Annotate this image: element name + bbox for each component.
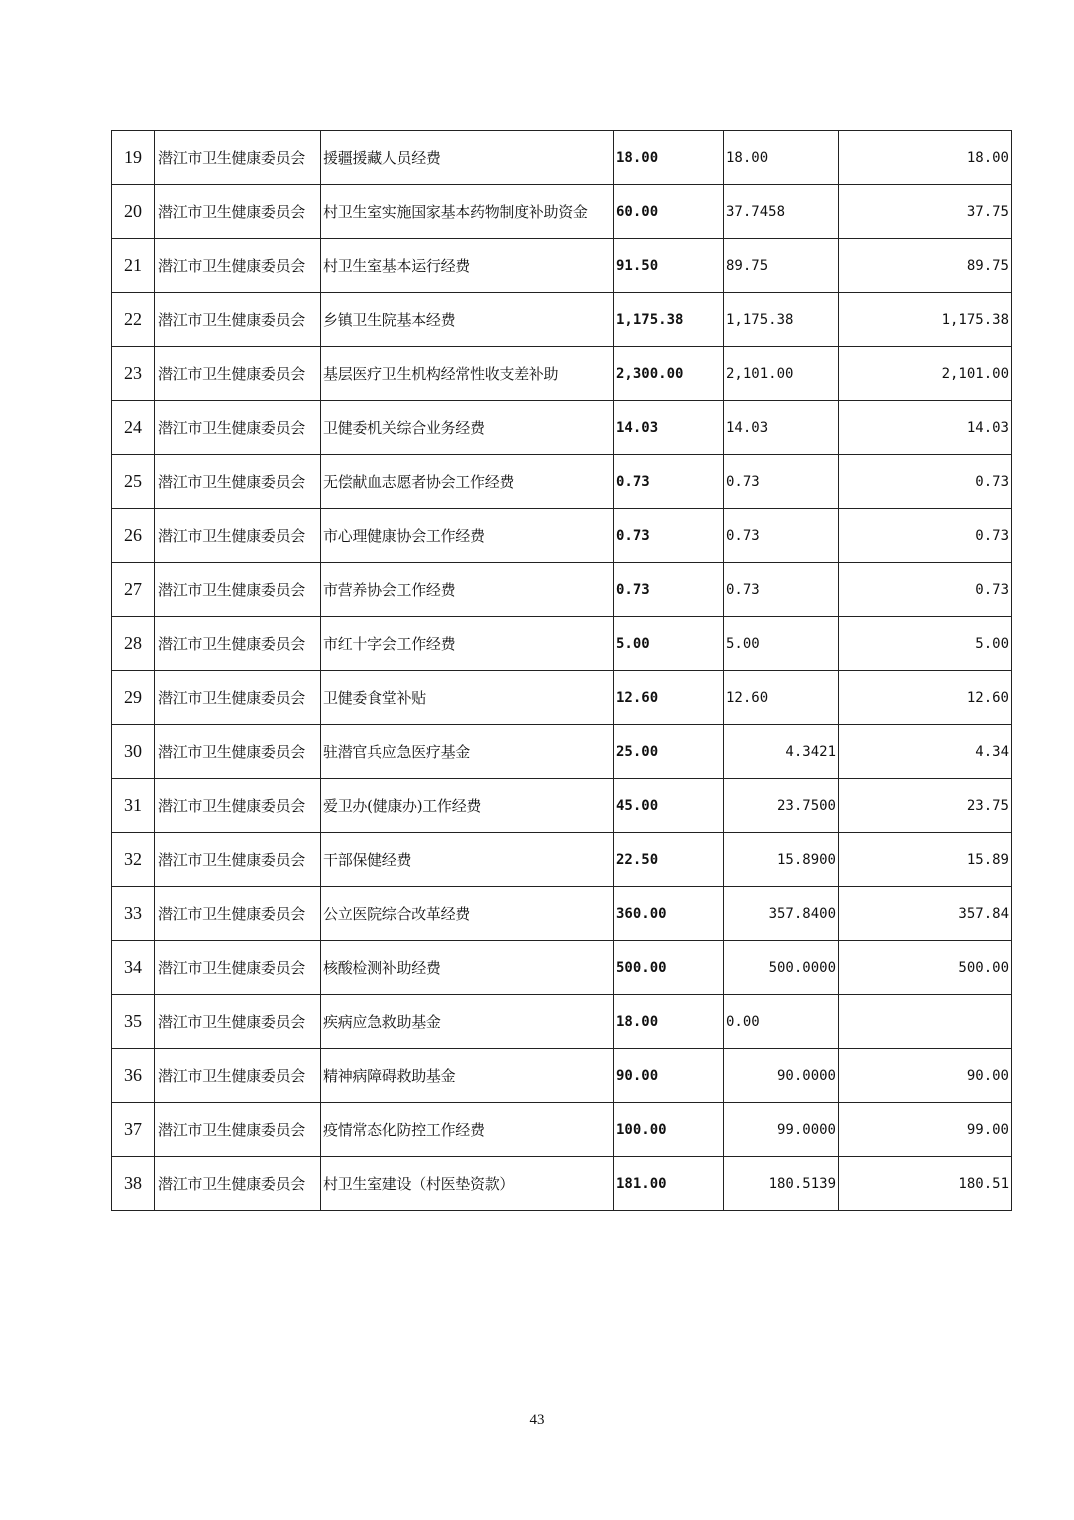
project-name-cell: 卫健委食堂补贴 (321, 671, 614, 725)
final-amount-cell: 89.75 (839, 239, 1012, 293)
budget-amount-cell: 90.00 (614, 1049, 724, 1103)
row-number: 22 (112, 293, 155, 347)
project-name-cell: 村卫生室建设（村医垫资款） (321, 1157, 614, 1211)
budget-amount-cell: 1,175.38 (614, 293, 724, 347)
project-name-cell: 疾病应急救助基金 (321, 995, 614, 1049)
executed-amount-cell: 37.7458 (724, 185, 839, 239)
budget-amount-cell: 500.00 (614, 941, 724, 995)
executed-amount-cell: 14.03 (724, 401, 839, 455)
project-name-cell: 疫情常态化防控工作经费 (321, 1103, 614, 1157)
budget-amount-cell: 18.00 (614, 131, 724, 185)
final-amount-cell: 4.34 (839, 725, 1012, 779)
table-row (112, 887, 1012, 941)
executed-amount-cell: 0.73 (724, 563, 839, 617)
budget-amount-cell: 14.03 (614, 401, 724, 455)
final-amount-cell: 5.00 (839, 617, 1012, 671)
executed-amount-cell: 1,175.38 (724, 293, 839, 347)
unit-name-cell: 潜江市卫生健康委员会 (155, 455, 321, 509)
table-row (112, 1049, 1012, 1103)
unit-name-cell: 潜江市卫生健康委员会 (155, 617, 321, 671)
project-name-cell: 卫健委机关综合业务经费 (321, 401, 614, 455)
row-number: 20 (112, 185, 155, 239)
table-row (112, 131, 1012, 185)
executed-amount-cell: 15.8900 (724, 833, 839, 887)
project-name-cell: 市红十字会工作经费 (321, 617, 614, 671)
row-number: 35 (112, 995, 155, 1049)
table-row (112, 509, 1012, 563)
row-number: 38 (112, 1157, 155, 1211)
budget-amount-cell: 25.00 (614, 725, 724, 779)
row-number: 33 (112, 887, 155, 941)
final-amount-cell: 37.75 (839, 185, 1012, 239)
row-number: 23 (112, 347, 155, 401)
executed-amount-cell: 89.75 (724, 239, 839, 293)
budget-amount-cell: 360.00 (614, 887, 724, 941)
executed-amount-cell: 23.7500 (724, 779, 839, 833)
row-number: 30 (112, 725, 155, 779)
table-row (112, 941, 1012, 995)
budget-amount-cell: 22.50 (614, 833, 724, 887)
table-row (112, 1157, 1012, 1211)
final-amount-cell: 15.89 (839, 833, 1012, 887)
table-row (112, 1103, 1012, 1157)
table-row (112, 401, 1012, 455)
row-number: 31 (112, 779, 155, 833)
final-amount-cell: 14.03 (839, 401, 1012, 455)
unit-name-cell: 潜江市卫生健康委员会 (155, 185, 321, 239)
unit-name-cell: 潜江市卫生健康委员会 (155, 1049, 321, 1103)
table-row (112, 671, 1012, 725)
project-name-cell: 精神病障碍救助基金 (321, 1049, 614, 1103)
executed-amount-cell: 2,101.00 (724, 347, 839, 401)
project-name-cell: 乡镇卫生院基本经费 (321, 293, 614, 347)
executed-amount-cell: 5.00 (724, 617, 839, 671)
budget-amount-cell: 0.73 (614, 563, 724, 617)
project-name-cell: 村卫生室基本运行经费 (321, 239, 614, 293)
final-amount-cell: 1,175.38 (839, 293, 1012, 347)
budget-amount-cell: 181.00 (614, 1157, 724, 1211)
unit-name-cell: 潜江市卫生健康委员会 (155, 347, 321, 401)
executed-amount-cell: 90.0000 (724, 1049, 839, 1103)
unit-name-cell: 潜江市卫生健康委员会 (155, 1103, 321, 1157)
page-number: 43 (529, 1412, 545, 1428)
funding-table (111, 130, 1012, 1211)
project-name-cell: 驻潜官兵应急医疗基金 (321, 725, 614, 779)
table-row (112, 725, 1012, 779)
budget-amount-cell: 0.73 (614, 509, 724, 563)
final-amount-cell: 0.73 (839, 509, 1012, 563)
final-amount-cell: 500.00 (839, 941, 1012, 995)
table-row (112, 185, 1012, 239)
unit-name-cell: 潜江市卫生健康委员会 (155, 671, 321, 725)
row-number: 32 (112, 833, 155, 887)
executed-amount-cell: 18.00 (724, 131, 839, 185)
funding-table-body (112, 131, 1012, 1211)
unit-name-cell: 潜江市卫生健康委员会 (155, 941, 321, 995)
final-amount-cell: 0.73 (839, 563, 1012, 617)
project-name-cell: 市心理健康协会工作经费 (321, 509, 614, 563)
row-number: 25 (112, 455, 155, 509)
row-number: 29 (112, 671, 155, 725)
final-amount-cell: 12.60 (839, 671, 1012, 725)
final-amount-cell: 0.73 (839, 455, 1012, 509)
unit-name-cell: 潜江市卫生健康委员会 (155, 239, 321, 293)
unit-name-cell: 潜江市卫生健康委员会 (155, 509, 321, 563)
executed-amount-cell: 0.73 (724, 455, 839, 509)
executed-amount-cell: 12.60 (724, 671, 839, 725)
row-number: 28 (112, 617, 155, 671)
final-amount-cell: 99.00 (839, 1103, 1012, 1157)
table-row (112, 347, 1012, 401)
unit-name-cell: 潜江市卫生健康委员会 (155, 779, 321, 833)
row-number: 21 (112, 239, 155, 293)
final-amount-cell: 180.51 (839, 1157, 1012, 1211)
executed-amount-cell: 0.00 (724, 995, 839, 1049)
unit-name-cell: 潜江市卫生健康委员会 (155, 1157, 321, 1211)
unit-name-cell: 潜江市卫生健康委员会 (155, 833, 321, 887)
table-row (112, 995, 1012, 1049)
unit-name-cell: 潜江市卫生健康委员会 (155, 887, 321, 941)
final-amount-cell: 90.00 (839, 1049, 1012, 1103)
budget-amount-cell: 12.60 (614, 671, 724, 725)
row-number: 26 (112, 509, 155, 563)
table-row (112, 293, 1012, 347)
project-name-cell: 爱卫办(健康办)工作经费 (321, 779, 614, 833)
project-name-cell: 核酸检测补助经费 (321, 941, 614, 995)
unit-name-cell: 潜江市卫生健康委员会 (155, 401, 321, 455)
table-row (112, 833, 1012, 887)
row-number: 37 (112, 1103, 155, 1157)
project-name-cell: 援疆援藏人员经费 (321, 131, 614, 185)
budget-amount-cell: 0.73 (614, 455, 724, 509)
table-row (112, 239, 1012, 293)
budget-amount-cell: 18.00 (614, 995, 724, 1049)
project-name-cell: 市营养协会工作经费 (321, 563, 614, 617)
executed-amount-cell: 357.8400 (724, 887, 839, 941)
unit-name-cell: 潜江市卫生健康委员会 (155, 995, 321, 1049)
unit-name-cell: 潜江市卫生健康委员会 (155, 293, 321, 347)
row-number: 27 (112, 563, 155, 617)
budget-amount-cell: 60.00 (614, 185, 724, 239)
row-number: 36 (112, 1049, 155, 1103)
executed-amount-cell: 4.3421 (724, 725, 839, 779)
executed-amount-cell: 0.73 (724, 509, 839, 563)
table-row (112, 455, 1012, 509)
table-row (112, 563, 1012, 617)
project-name-cell: 无偿献血志愿者协会工作经费 (321, 455, 614, 509)
project-name-cell: 干部保健经费 (321, 833, 614, 887)
table-row (112, 779, 1012, 833)
budget-amount-cell: 5.00 (614, 617, 724, 671)
unit-name-cell: 潜江市卫生健康委员会 (155, 131, 321, 185)
final-amount-cell (839, 995, 1012, 1049)
project-name-cell: 村卫生室实施国家基本药物制度补助资金 (321, 185, 614, 239)
row-number: 34 (112, 941, 155, 995)
unit-name-cell: 潜江市卫生健康委员会 (155, 563, 321, 617)
final-amount-cell: 18.00 (839, 131, 1012, 185)
budget-amount-cell: 100.00 (614, 1103, 724, 1157)
budget-amount-cell: 45.00 (614, 779, 724, 833)
final-amount-cell: 2,101.00 (839, 347, 1012, 401)
project-name-cell: 基层医疗卫生机构经常性收支差补助 (321, 347, 614, 401)
final-amount-cell: 23.75 (839, 779, 1012, 833)
project-name-cell: 公立医院综合改革经费 (321, 887, 614, 941)
row-number: 24 (112, 401, 155, 455)
executed-amount-cell: 500.0000 (724, 941, 839, 995)
budget-amount-cell: 91.50 (614, 239, 724, 293)
row-number: 19 (112, 131, 155, 185)
unit-name-cell: 潜江市卫生健康委员会 (155, 725, 321, 779)
final-amount-cell: 357.84 (839, 887, 1012, 941)
table-row (112, 617, 1012, 671)
budget-amount-cell: 2,300.00 (614, 347, 724, 401)
executed-amount-cell: 180.5139 (724, 1157, 839, 1211)
executed-amount-cell: 99.0000 (724, 1103, 839, 1157)
